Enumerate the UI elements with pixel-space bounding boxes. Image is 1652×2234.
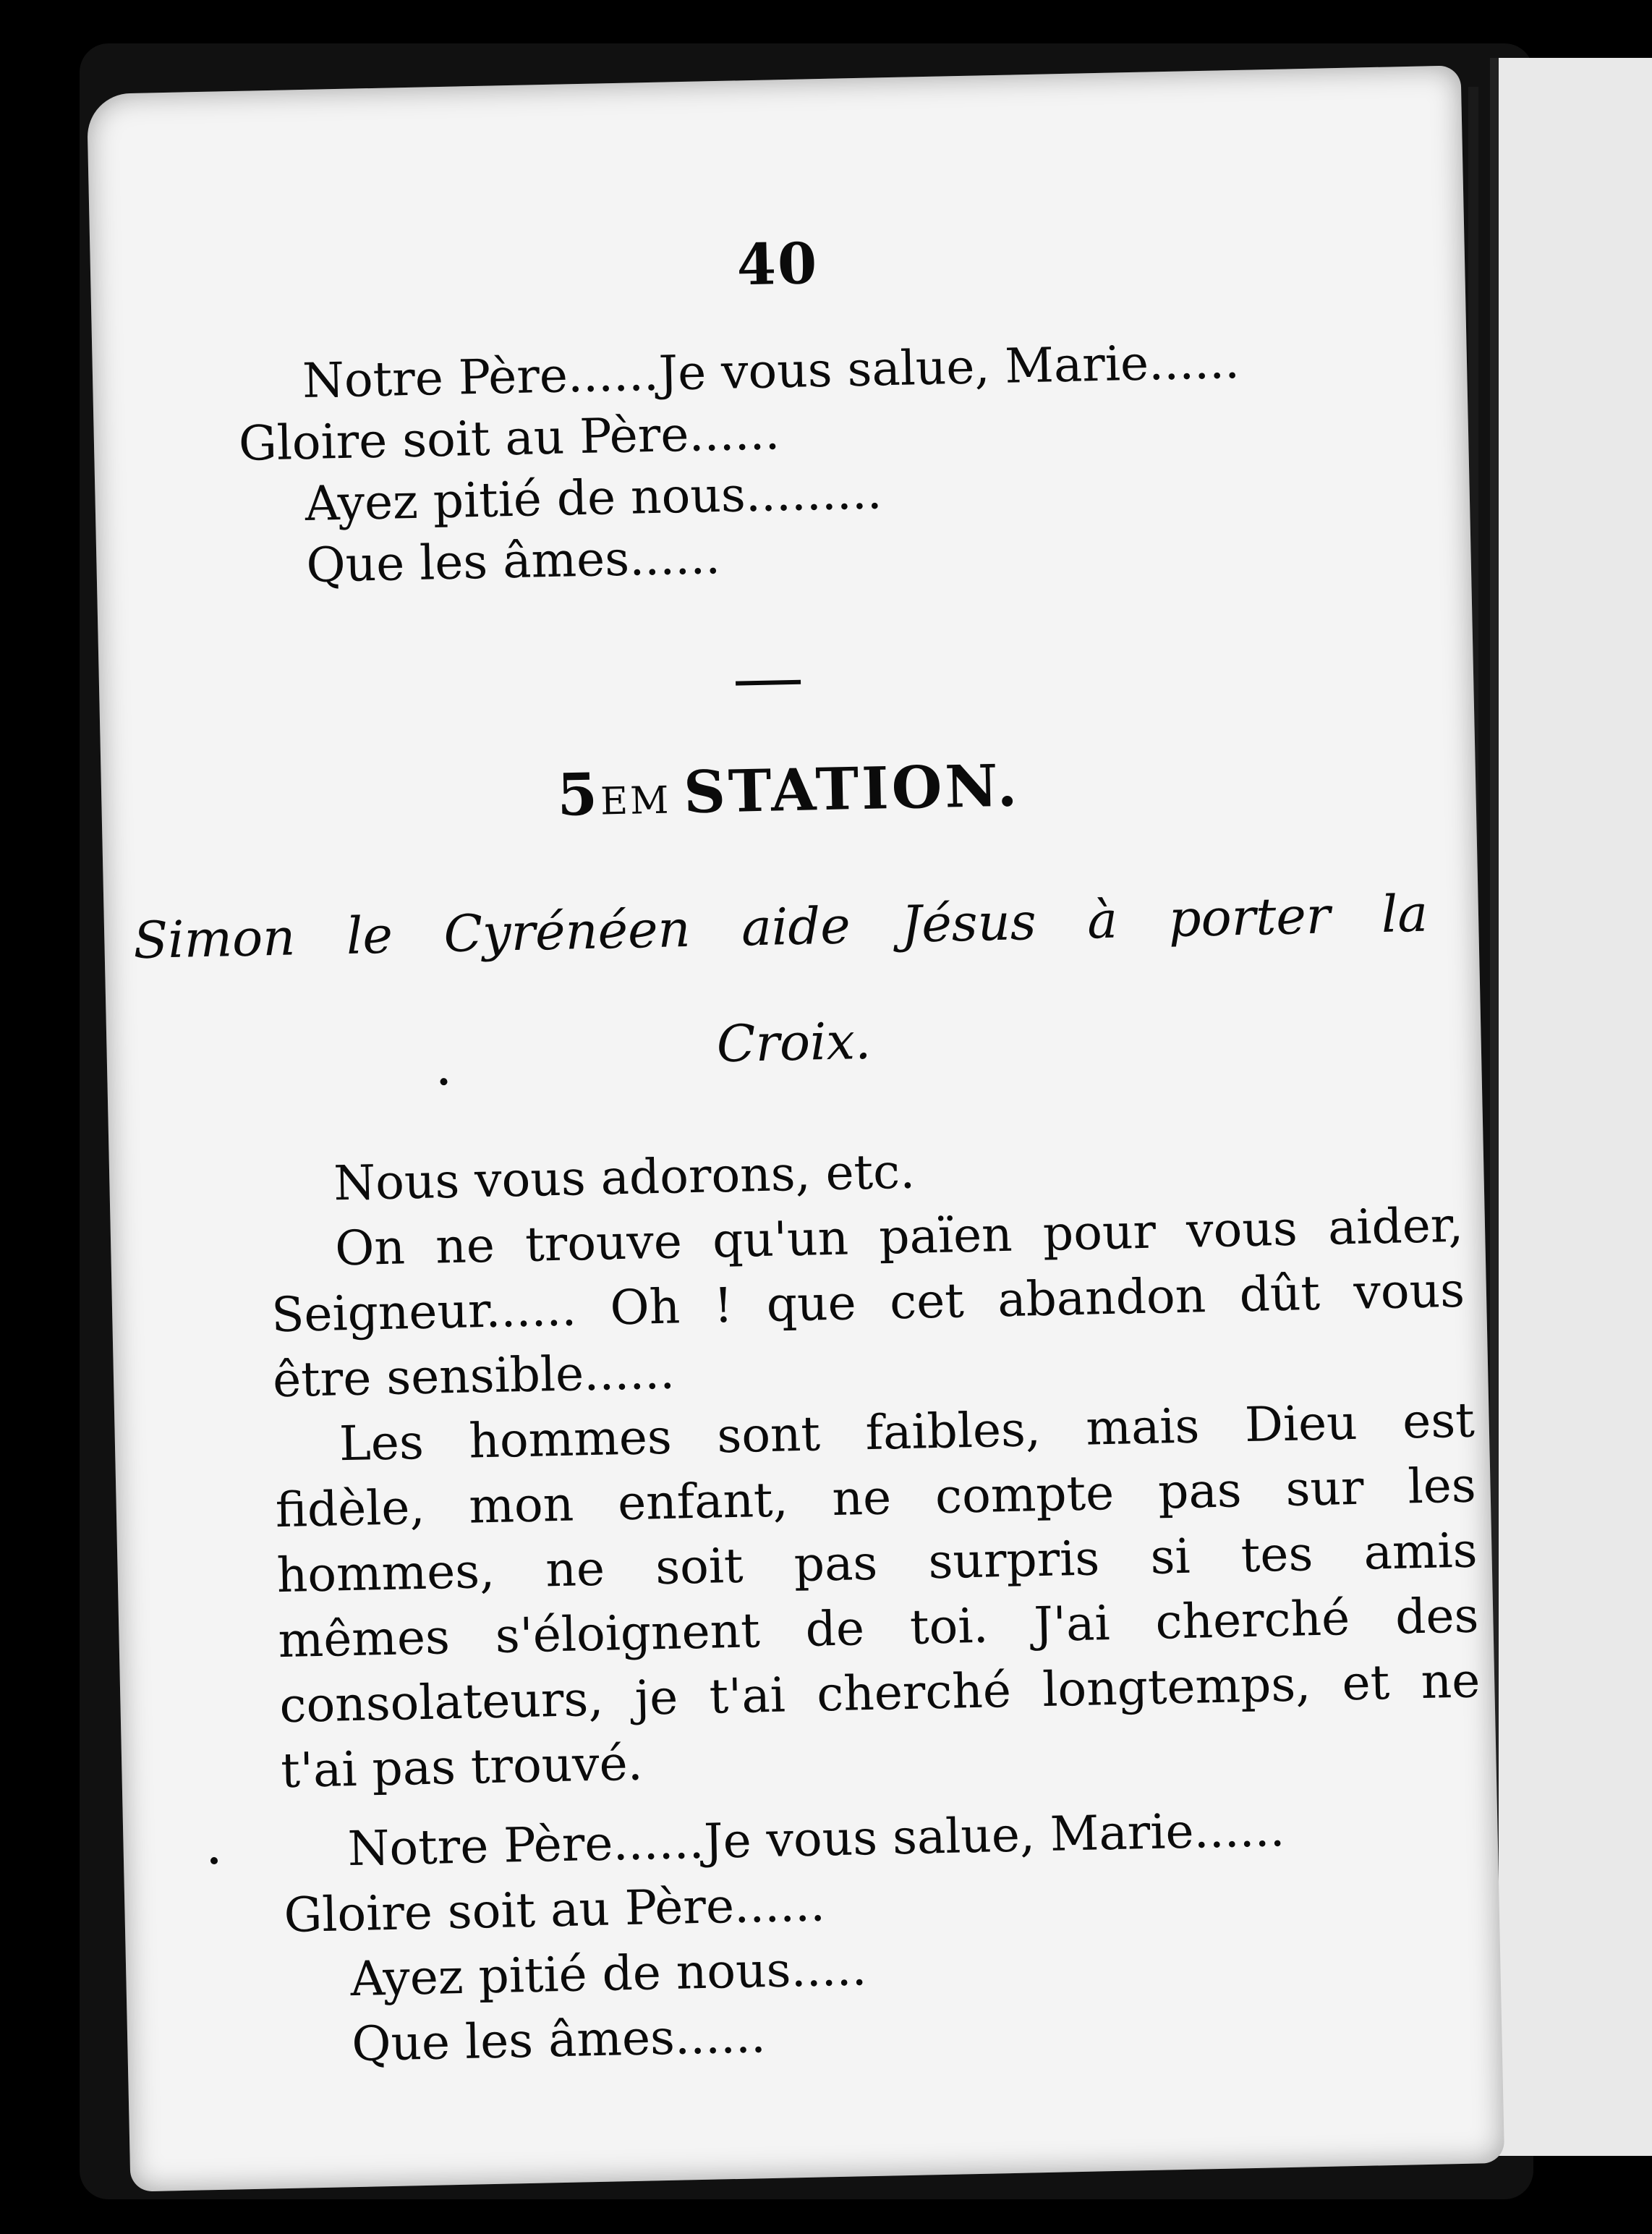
body-line: consolateurs, je t'ai cherché longtemps, et ne [278, 1652, 1481, 1734]
station-suffix: EM [600, 778, 671, 824]
body-line: Les hommes sont faibles, mais Dieu est [339, 1392, 1476, 1472]
body-line: fidèle, mon enfant, ne compte pas sur les [275, 1457, 1477, 1539]
station-word: STATION. [683, 751, 1021, 827]
ink-speck [440, 1078, 447, 1085]
body-line: Seigneur...... Oh ! que cet abandon dût vous [271, 1262, 1465, 1343]
body-line: t'ai pas trouvé. [280, 1735, 644, 1799]
body-line: être sensible...... [272, 1343, 676, 1409]
body-line: hommes, ne soit pas surpris si tes amis [276, 1522, 1478, 1604]
prayer-line: Notre Père......Je vous salue, Marie...... [346, 1801, 1286, 1877]
body-line: Nous vous adorons, etc. [333, 1143, 916, 1212]
facing-page-edge [1490, 58, 1652, 2156]
section-divider [736, 680, 801, 686]
body-line: On ne trouve qu'un païen pour vous aider, [334, 1197, 1464, 1277]
prayer-line: Que les âmes...... [305, 529, 721, 593]
prayer-line: Que les âmes...... [351, 2008, 767, 2073]
prayer-line: Gloire soit au Père...... [283, 1876, 826, 1944]
body-line: mêmes s'éloignent de toi. J'ai cherché des [277, 1587, 1480, 1669]
prayer-line: Ayez pitié de nous..... [349, 1940, 868, 2008]
station-subtitle-continued: Croix. [716, 1011, 872, 1074]
station-subtitle: Simon le Cyrénéen aide Jésus à porter la [132, 883, 1429, 971]
page-number: 40 [736, 231, 819, 299]
prayer-line: Gloire soit au Père...... [238, 404, 780, 472]
station-heading [101, 742, 1476, 838]
book-page [87, 65, 1504, 2191]
page-text [87, 65, 1504, 2191]
ink-speck [210, 1857, 218, 1864]
station-number: 5 [556, 760, 601, 829]
prayer-line: Ayez pitié de nous......... [304, 464, 883, 532]
prayer-line: Notre Père......Je vous salue, Marie...... [302, 333, 1240, 409]
